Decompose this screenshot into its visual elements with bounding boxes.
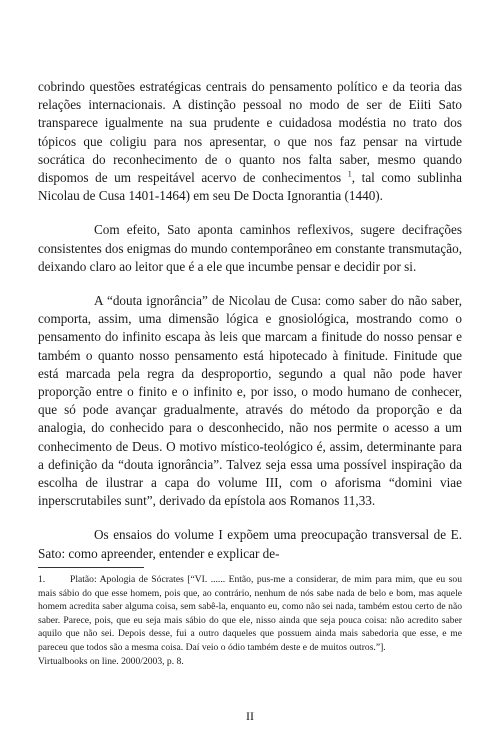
paragraph-1 [38,78,462,205]
paragraph-1-text: cobrindo questões estratégicas centrais do pensamento político e da teoria das relações internacionais. A distinção pessoal no modo de ser de Eiiti Sato transparece igualmente na sua prudente e cuidadosa modéstia no trato dos tópicos que coligiu para nos apresentar, o que nos faz pensar na virtude socrática do reconhecimento de o quanto nos falta saber, mesmo quando dispomos de um respeitável acervo de conhecimentos [38,79,462,186]
page-number: II [246,709,254,723]
footnote-text: Platão: Apologia de Sócrates [“VI. ...... Então, pus-me a considerar, de mim para mim, que eu sou mais sábio do que esse homem, pois que, ao contrário, nenhum de nós sabe nada de belo e bom, mas aquele homem acredita saber alguma coisa, sem sabê-la, enquanto eu, como não sei nada, também estou certo de não saber. Parece, pois, que eu seja mais sábio do que ele, nisso ainda que seja pouca coisa: não acredito saber aquilo que não sei. Depois desse, fui a outro daqueles que possuem ainda mais sabedoria que esse, e me pareceu que todos são a mesma coisa. Daí veio o ódio também deste e de muitos outros.”]. [38,574,462,653]
footnote-number: 1. [38,574,46,585]
footnote-divider [38,567,144,568]
footnote-1 [38,573,462,655]
paragraph-4: Os ensaios do volume I expõem uma preocupação transversal de E. Sato: como apreender, entender e explicar de- [38,527,462,561]
paragraph-1-text-end: , tal como sublinha Nicolau de Cusa 1401-1464) em seu De Docta Ignorantia (1440). [38,170,463,204]
footnote-reference[interactable]: 1 [347,169,352,179]
footnotes [38,573,462,668]
paragraph-3: A “douta ignorância” de Nicolau de Cusa: como saber do não saber, comporta, assim, uma dimensão lógica e gnosiológica, mostrando como o pensamento do infinito escapa às leis que marcam a finitude do nosso pensar e também o quanto nosso pensamento está hipotecado à finitude. Finitude que está marcada pela regra da desproportio, segundo a qual não pode haver proporção entre o finito e o infinito e, por isso, o modo humano de conhecer, que só pode avançar gradualmente, através do método da proporção e da analogia, do conhecido para o desconhecido, não nos permite o acesso a um conhecimento de Deus. O motivo místico-teológico é, assim, determinante para a definição da “douta ignorância”. Talvez seja essa uma possível inspiração da escolha de ilustrar a capa do volume III, com o aforisma “domini viae inperscrutabiles sunt”, derivado da epístola aos Romanos 11,33. [38,293,462,509]
main-text [38,78,462,563]
paragraph-2: Com efeito, Sato aponta caminhos reflexivos, sugere decifrações consistentes dos enigmas do mundo contemporâneo em constante transmutação, deixando claro ao leitor que é a ele que incumbe pensar e decidir por si. [38,222,462,274]
footnote-source: Virtualbooks on line. 2000/2003, p. 8. [38,655,184,667]
